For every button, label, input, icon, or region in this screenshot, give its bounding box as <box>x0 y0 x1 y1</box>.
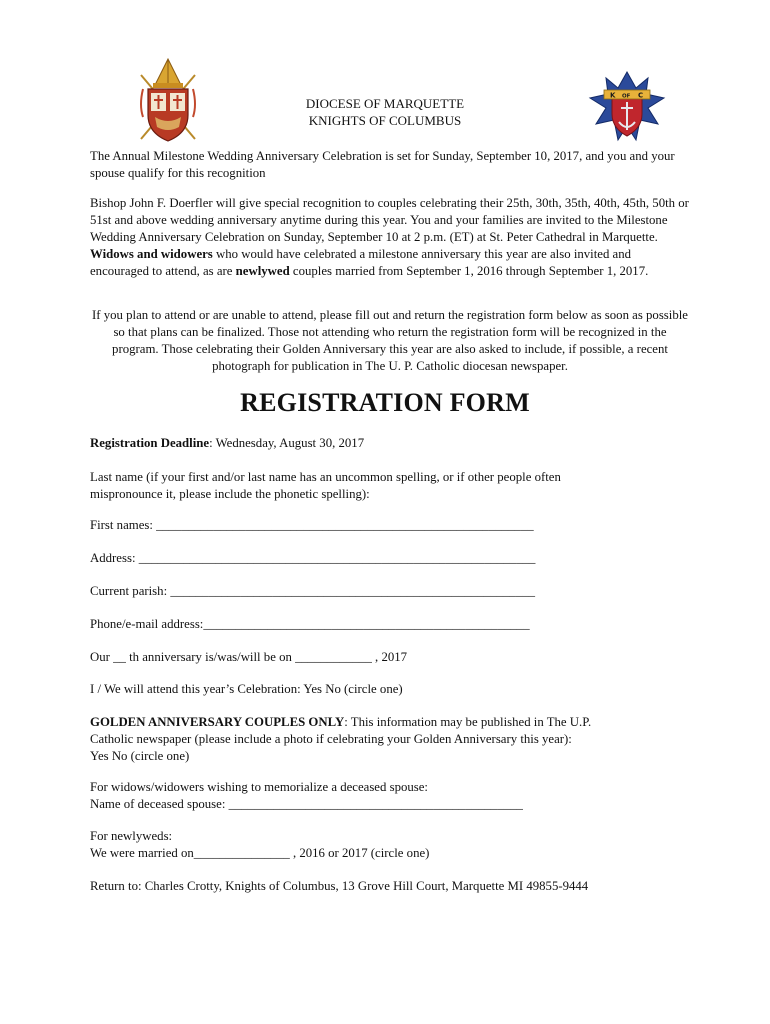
intro-paragraph-2 <box>90 195 690 280</box>
p2-text-a: Bishop John F. Doerfler will give special recognition to couples celebrating their 25th, 30th, 35th, 40th, 45th, 50th or 51st and above wedding anniversary anytime during this year. You and your families are invited to the Milestone Wedding Anniversary Celebration on Sunday, September 10 at 2 p.m. (ET) at St. Peter Cathedral in Marquette. <box>90 196 689 244</box>
deceased-spouse-field[interactable]: Name of deceased spouse: ______________________________________________ <box>90 797 523 811</box>
p2-bold-newlywed: newlywed <box>235 264 290 278</box>
first-names-field[interactable]: First names: ___________________________________________________________ <box>90 518 534 532</box>
intro-paragraph-3: If you plan to attend or are unable to attend, please fill out and return the registration form below as soon as possible so that plans can be finalized. Those not attending who return the registration form will be recognized in the program. Those celebrating their Golden Anniversary this year are also asked to include, if possible, a recent photograph for publication in The U. P. Catholic diocesan newspaper. <box>92 308 688 373</box>
p2-bold-widows: Widows and widowers <box>90 247 213 261</box>
header-diocese: DIOCESE OF MARQUETTE <box>305 96 465 111</box>
married-date-field[interactable]: We were married on_______________ , 2016 or 2017 (circle one) <box>90 846 430 860</box>
golden-anniversary-line-1 <box>90 714 690 731</box>
attendance-choice[interactable]: I / We will attend this year’s Celebration: Yes No (circle one) <box>90 682 403 696</box>
golden-yes-no-choice[interactable]: Yes No (circle one) <box>90 749 190 763</box>
p2-text-c: couples married from September 1, 2016 through September 1, 2017. <box>289 264 649 278</box>
lastname-instruction-2: mispronounce it, please include the phonetic spelling): <box>90 487 370 501</box>
header-knights: KNIGHTS OF COLUMBUS <box>308 113 462 128</box>
diocese-coat-of-arms-logo <box>135 55 201 143</box>
return-address: Return to: Charles Crotty, Knights of Columbus, 13 Grove Hill Court, Marquette MI 49855-9444 <box>90 879 589 893</box>
widow-instruction: For widows/widowers wishing to memorialize a deceased spouse: <box>90 780 428 794</box>
document-header <box>200 95 570 129</box>
anniversary-field[interactable]: Our __ th anniversary is/was/will be on ____________ , 2017 <box>90 650 408 664</box>
current-parish-field[interactable]: Current parish: _________________________________________________________ <box>90 584 536 598</box>
deadline-value: : Wednesday, August 30, 2017 <box>209 436 365 450</box>
newlyweds-label: For newlyweds: <box>90 829 173 843</box>
emblem-letter-k: K <box>610 91 616 100</box>
p2-text-b: who would have celebrated a milestone anniversary this year are also invited and encouraged to attend, as are <box>90 247 632 278</box>
knights-of-columbus-emblem-logo <box>588 70 666 144</box>
registration-deadline <box>90 435 690 452</box>
golden-text-1: : This information may be published in The U.P. <box>344 715 592 729</box>
deadline-label: Registration Deadline <box>90 436 210 450</box>
lastname-instruction-1: Last name (if your first and/or last name has an uncommon spelling, or if other people often <box>90 470 561 484</box>
golden-label: GOLDEN ANNIVERSARY COUPLES ONLY <box>90 715 345 729</box>
intro-paragraph-1: The Annual Milestone Wedding Anniversary Celebration is set for Sunday, September 10, 2017, and you and your spouse qualify for this recognition <box>90 149 675 180</box>
registration-form-title: REGISTRATION FORM <box>240 388 530 417</box>
phone-email-field[interactable]: Phone/e-mail address:___________________________________________________ <box>90 617 530 631</box>
emblem-letter-c: C <box>638 91 644 100</box>
address-field[interactable]: Address: ______________________________________________________________ <box>90 551 536 565</box>
emblem-letters-of: OF <box>622 93 631 100</box>
golden-anniversary-line-2: Catholic newspaper (please include a photo if celebrating your Golden Anniversary this year): <box>90 732 572 746</box>
